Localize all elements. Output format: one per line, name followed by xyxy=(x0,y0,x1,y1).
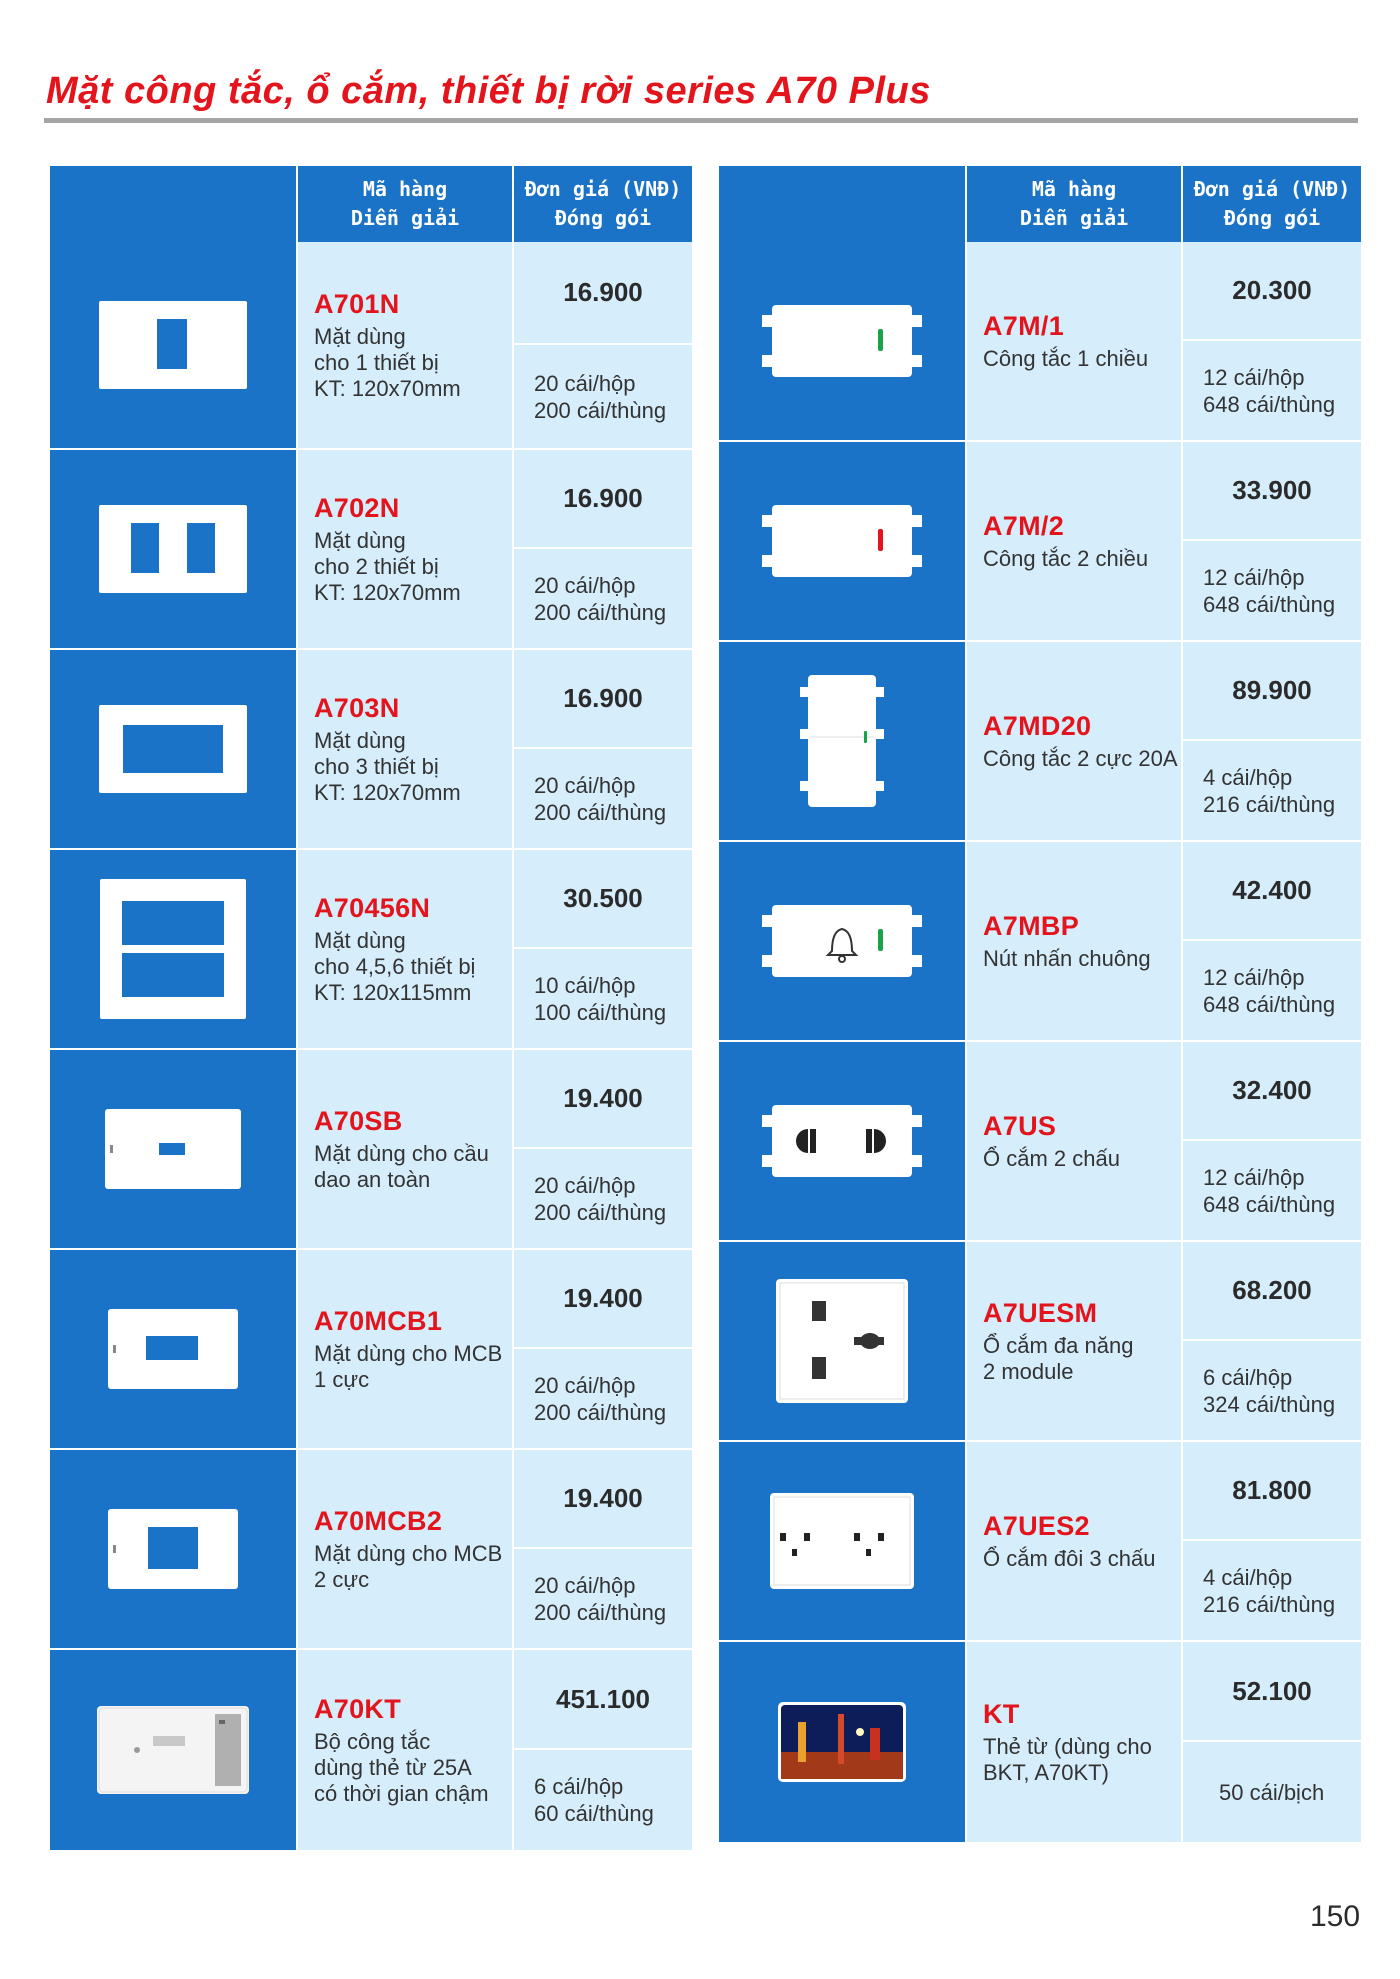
packaging: 20 cái/hộp 200 cái/thùng xyxy=(534,370,667,423)
unit-price: 19.400 xyxy=(514,1050,692,1149)
table-row xyxy=(50,850,692,1050)
product-code: A70456N xyxy=(314,892,431,923)
table-header xyxy=(50,166,692,242)
product-code: A7UES2 xyxy=(983,1510,1090,1541)
key-card-icon xyxy=(719,1642,965,1842)
bell-push-button-icon xyxy=(719,842,965,1040)
packaging: 10 cái/hộp 100 cái/thùng xyxy=(534,972,667,1025)
plate-mcb1-icon xyxy=(50,1250,296,1448)
unit-price: 16.900 xyxy=(514,242,692,345)
table-row xyxy=(50,1650,692,1850)
table-row xyxy=(719,642,1361,842)
socket-double-3-pin-icon xyxy=(719,1442,965,1640)
product-code: A701N xyxy=(314,288,400,319)
plate-safety-breaker-icon xyxy=(50,1050,296,1248)
packaging: 20 cái/hộp 200 cái/thùng xyxy=(534,1572,667,1625)
table-row xyxy=(50,450,692,650)
product-description: Mặt dùng cho 4,5,6 thiết bị KT: 120x115mm xyxy=(314,927,476,1005)
header-price-pack: Đơn giá (VNĐ) Đóng gói xyxy=(524,177,682,230)
unit-price: 32.400 xyxy=(1183,1042,1361,1141)
plate-456-slot-icon xyxy=(50,850,296,1048)
switch-2-way-icon xyxy=(719,442,965,640)
packaging: 20 cái/hộp 200 cái/thùng xyxy=(534,1372,667,1425)
unit-price: 19.400 xyxy=(514,1250,692,1349)
unit-price: 30.500 xyxy=(514,850,692,949)
product-code: A70KT xyxy=(314,1693,402,1724)
unit-price: 68.200 xyxy=(1183,1242,1361,1341)
product-description: Mặt dùng cho 3 thiết bị KT: 120x70mm xyxy=(314,727,461,805)
product-code: A7MBP xyxy=(983,910,1080,941)
table-row xyxy=(50,1450,692,1650)
unit-price: 89.900 xyxy=(1183,642,1361,741)
unit-price: 16.900 xyxy=(514,450,692,549)
product-description: Công tắc 1 chiều xyxy=(983,345,1149,371)
product-description: Ổ cắm đa năng 2 module xyxy=(983,1332,1134,1384)
product-description: Mặt dùng cho MCB 1 cực xyxy=(314,1340,503,1392)
product-description: Thẻ từ (dùng cho BKT, A70KT) xyxy=(983,1733,1152,1785)
table-row xyxy=(719,1242,1361,1442)
product-code: A7MD20 xyxy=(983,710,1092,741)
product-code: A7US xyxy=(983,1110,1057,1141)
packaging: 4 cái/hộp 216 cái/thùng xyxy=(1203,1564,1336,1617)
header-price-pack: Đơn giá (VNĐ) Đóng gói xyxy=(1193,177,1351,230)
product-description: Bộ công tắc dùng thẻ từ 25A có thời gian chậm xyxy=(314,1728,489,1806)
price-table-right xyxy=(719,166,1361,1842)
unit-price: 16.900 xyxy=(514,650,692,749)
table-row xyxy=(50,242,692,450)
product-description: Công tắc 2 cực 20A xyxy=(983,745,1178,771)
header-code-desc: Mã hàng Diễn giải xyxy=(296,166,514,242)
socket-2-pin-icon xyxy=(719,1042,965,1240)
product-code: A7M/2 xyxy=(983,510,1065,541)
unit-price: 33.900 xyxy=(1183,442,1361,541)
plate-2-slot-icon xyxy=(50,450,296,648)
plate-1-slot-icon xyxy=(50,242,296,448)
product-description: Mặt dùng cho MCB 2 cực xyxy=(314,1540,503,1592)
product-code: A70SB xyxy=(314,1105,403,1136)
product-description: Nút nhấn chuông xyxy=(983,945,1151,971)
packaging: 50 cái/bịch xyxy=(1219,1779,1325,1805)
unit-price: 451.100 xyxy=(514,1650,692,1750)
table-row xyxy=(719,1042,1361,1242)
packaging: 12 cái/hộp 648 cái/thùng xyxy=(1203,364,1336,417)
table-row xyxy=(50,1250,692,1450)
product-description: Ổ cắm 2 chấu xyxy=(983,1145,1120,1171)
unit-price: 20.300 xyxy=(1183,242,1361,341)
socket-universal-icon xyxy=(719,1242,965,1440)
price-table-left xyxy=(50,166,692,1850)
unit-price: 52.100 xyxy=(1183,1642,1361,1742)
key-card-switch-icon xyxy=(50,1650,296,1850)
unit-price: 81.800 xyxy=(1183,1442,1361,1541)
packaging: 6 cái/hộp 324 cái/thùng xyxy=(1203,1364,1336,1417)
packaging: 12 cái/hộp 648 cái/thùng xyxy=(1203,564,1336,617)
header-code-desc: Mã hàng Diễn giải xyxy=(965,166,1183,242)
product-description: Ổ cắm đôi 3 chấu xyxy=(983,1545,1156,1571)
switch-double-pole-icon xyxy=(719,642,965,840)
page-title: Mặt công tắc, ổ cắm, thiết bị rời series A70 Plus xyxy=(46,70,931,112)
plate-mcb2-icon xyxy=(50,1450,296,1648)
packaging: 12 cái/hộp 648 cái/thùng xyxy=(1203,964,1336,1017)
table-row xyxy=(719,842,1361,1042)
packaging: 20 cái/hộp 200 cái/thùng xyxy=(534,772,667,825)
product-description: Mặt dùng cho 1 thiết bị KT: 120x70mm xyxy=(314,323,461,401)
product-description: Mặt dùng cho cầu dao an toàn xyxy=(314,1140,489,1192)
table-row xyxy=(719,242,1361,442)
packaging: 20 cái/hộp 200 cái/thùng xyxy=(534,572,667,625)
packaging: 4 cái/hộp 216 cái/thùng xyxy=(1203,764,1336,817)
plate-3-slot-icon xyxy=(50,650,296,848)
product-code: A703N xyxy=(314,692,400,723)
table-row xyxy=(50,650,692,850)
product-code: A70MCB1 xyxy=(314,1305,443,1336)
table-row xyxy=(719,1442,1361,1642)
packaging: 20 cái/hộp 200 cái/thùng xyxy=(534,1172,667,1225)
switch-1-way-icon xyxy=(719,242,965,440)
product-description: Công tắc 2 chiều xyxy=(983,545,1149,571)
title-divider xyxy=(44,118,1358,123)
table-row xyxy=(50,1050,692,1250)
product-code: KT xyxy=(983,1698,1020,1729)
packaging: 6 cái/hộp 60 cái/thùng xyxy=(534,1774,654,1826)
product-code: A7UESM xyxy=(983,1297,1098,1328)
product-code: A7M/1 xyxy=(983,310,1065,341)
packaging: 12 cái/hộp 648 cái/thùng xyxy=(1203,1164,1336,1217)
unit-price: 19.400 xyxy=(514,1450,692,1549)
product-code: A70MCB2 xyxy=(314,1505,443,1536)
unit-price: 42.400 xyxy=(1183,842,1361,941)
product-description: Mặt dùng cho 2 thiết bị KT: 120x70mm xyxy=(314,527,461,605)
page-number: 150 xyxy=(1310,1900,1361,1933)
table-row xyxy=(719,1642,1361,1842)
table-row xyxy=(719,442,1361,642)
table-header xyxy=(719,166,1361,242)
product-code: A702N xyxy=(314,492,400,523)
